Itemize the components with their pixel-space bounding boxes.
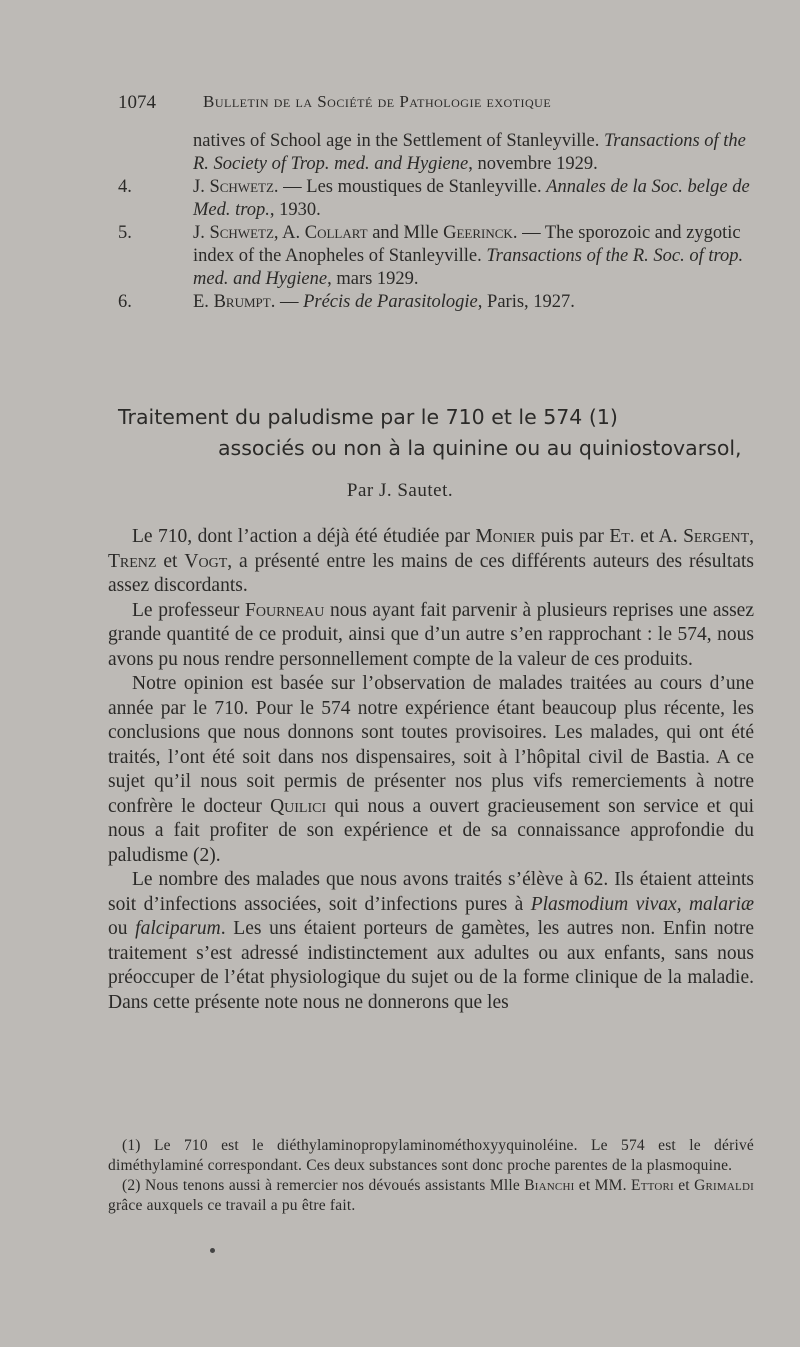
- name-run: Bianchi: [524, 1177, 575, 1194]
- text-run: E.: [193, 292, 214, 312]
- text-run: (1) Le 710 est le diéthylaminopropylaminométhoxyyquinoléine. Le 574 est le dérivé diméthylaminé correspondant. Ces deux substances sont donc proche parentes de la plasmoquine.: [108, 1137, 754, 1174]
- footnote: [108, 1176, 754, 1216]
- text-run: , 1930.: [269, 200, 321, 220]
- name-run: Schwetz: [209, 223, 274, 243]
- text-run: , A.: [273, 223, 305, 243]
- text-run: and Mlle: [367, 223, 444, 243]
- text-run: et A.: [634, 526, 684, 547]
- article-title-line-1: Traitement du paludisme par le 710 et le 574 (1): [118, 405, 618, 429]
- text-run: Le nombre des malades que nous avons traités s’élève à 62. Ils étaient atteints soit d’infections associées, soit d’infections pures à: [108, 869, 754, 915]
- article-title: [118, 402, 756, 464]
- name-run: Schwetz: [209, 177, 274, 197]
- italic-run: Annales de la Soc. belge de Med. trop.: [193, 177, 750, 220]
- footnotes: [108, 1136, 754, 1216]
- name-run: Collart: [304, 223, 368, 243]
- running-title: Bulletin de la Société de Pathologie exotique: [203, 92, 552, 111]
- body-paragraph: [108, 868, 754, 1015]
- article-title-line-2: associés ou non à la quinine ou au quiniostovarsol,: [218, 436, 742, 460]
- text-run: et: [156, 550, 185, 572]
- italic-run: Transactions of the R. Society of Trop. med. and Hygiene: [193, 131, 746, 174]
- reference-number: 4.: [118, 177, 132, 197]
- italic-run: Plasmodium vivax, malariæ: [530, 893, 754, 915]
- text-run: grâce auxquels ce travail a pu être fait.: [108, 1197, 356, 1214]
- text-run: et: [673, 1177, 695, 1194]
- print-speck: [210, 1248, 215, 1253]
- italic-run: Transactions of the R. Soc. of trop. med. and Hygiene: [193, 246, 744, 289]
- reference-item: [118, 291, 756, 314]
- text-run: . —: [270, 292, 304, 312]
- text-run: . Les uns étaient porteurs de gamètes, les autres non. Enfin notre traitement s’est adressé indistinctement aux adultes ou aux enfants, sans nous préoccuper de l’état physiologique du sujet ou de la forme clinique de la maladie. Dans cette présente note nous ne donnerons que les: [108, 918, 755, 1013]
- name-run: Trenz: [108, 550, 157, 572]
- text-run: puis par: [535, 526, 610, 547]
- text-run: natives of School age in the Settlement of Stanleyville.: [193, 131, 605, 151]
- reference-item: [118, 222, 756, 291]
- text-run: Le 710, dont l’action a déjà été étudiée par: [132, 526, 476, 547]
- text-run: Notre opinion est basée sur l’observation de malades traitées au cours d’une année par le 710. Pour le 574 notre expérience étant beaucoup plus récente, les conclusions que nous donnons sont toutes provisoires. Les malades, qui ont été traités, l’ont été soit dans nos dispensaires, soit à l’hôpital civil de Bastia. A ce sujet qu’il nous soit permis de présenter nos plus vifs remerciements à notre confrère le docteur: [108, 673, 754, 817]
- text-run: , Paris, 1927.: [477, 292, 575, 312]
- text-run: nous ayant fait parvenir à plusieurs reprises une assez grande quantité de ce produit, ainsi que d’un autre s’en rapprochant : le 574, nous avons pu nous rendre personnellement compte de la valeur de ces produits.: [108, 599, 754, 670]
- name-run: Grimaldi: [694, 1177, 754, 1194]
- text-run: , novembre 1929.: [468, 154, 598, 174]
- name-run: Geerinck: [443, 223, 513, 243]
- author-byline: Par J. Sautet.: [346, 480, 454, 501]
- text-run: ,: [749, 526, 754, 547]
- name-run: Et.: [609, 526, 635, 547]
- name-run: Brumpt: [213, 292, 271, 312]
- name-run: Ettori: [631, 1177, 674, 1194]
- reference-item: [118, 176, 756, 222]
- reference-number: 6.: [118, 292, 132, 312]
- name-run: Sergent: [683, 526, 750, 547]
- text-run: J.: [193, 223, 210, 243]
- page-header: [118, 92, 752, 114]
- reference-number: 5.: [118, 223, 132, 243]
- text-run: . — Les moustiques de Stanleyville.: [273, 177, 547, 197]
- text-run: ou: [108, 918, 136, 939]
- text-run: . — The sporozoic and zygotic index of the Anopheles of Stanleyville.: [193, 223, 741, 266]
- article-body: [108, 525, 754, 1015]
- body-paragraph: [108, 525, 754, 599]
- name-run: Quilici: [270, 795, 327, 817]
- text-run: , a présenté entre les mains de ces différents auteurs des résultats assez discordants.: [108, 550, 754, 596]
- reference-item: [118, 130, 756, 176]
- footnote: [108, 1136, 754, 1176]
- body-paragraph: [108, 599, 754, 673]
- body-paragraph: [108, 672, 754, 868]
- page-number: 1074: [118, 92, 156, 113]
- text-run: , mars 1929.: [327, 269, 419, 289]
- text-run: et MM.: [574, 1177, 632, 1194]
- text-run: J.: [193, 177, 210, 197]
- text-run: qui nous a ouvert gracieusement son service et qui nous a fait profiter de son expérience et de sa connaissance approfondie du paludisme (2).: [108, 795, 754, 866]
- italic-run: Précis de Parasitologie: [303, 292, 478, 312]
- text-run: Le professeur: [132, 599, 246, 621]
- name-run: Monier: [475, 526, 536, 547]
- reference-list: [118, 130, 756, 314]
- italic-run: falciparum: [135, 918, 221, 939]
- name-run: Vogt: [184, 550, 228, 572]
- text-run: (2) Nous tenons aussi à remercier nos dévoués assistants Mlle: [122, 1177, 525, 1194]
- name-run: Fourneau: [245, 599, 325, 621]
